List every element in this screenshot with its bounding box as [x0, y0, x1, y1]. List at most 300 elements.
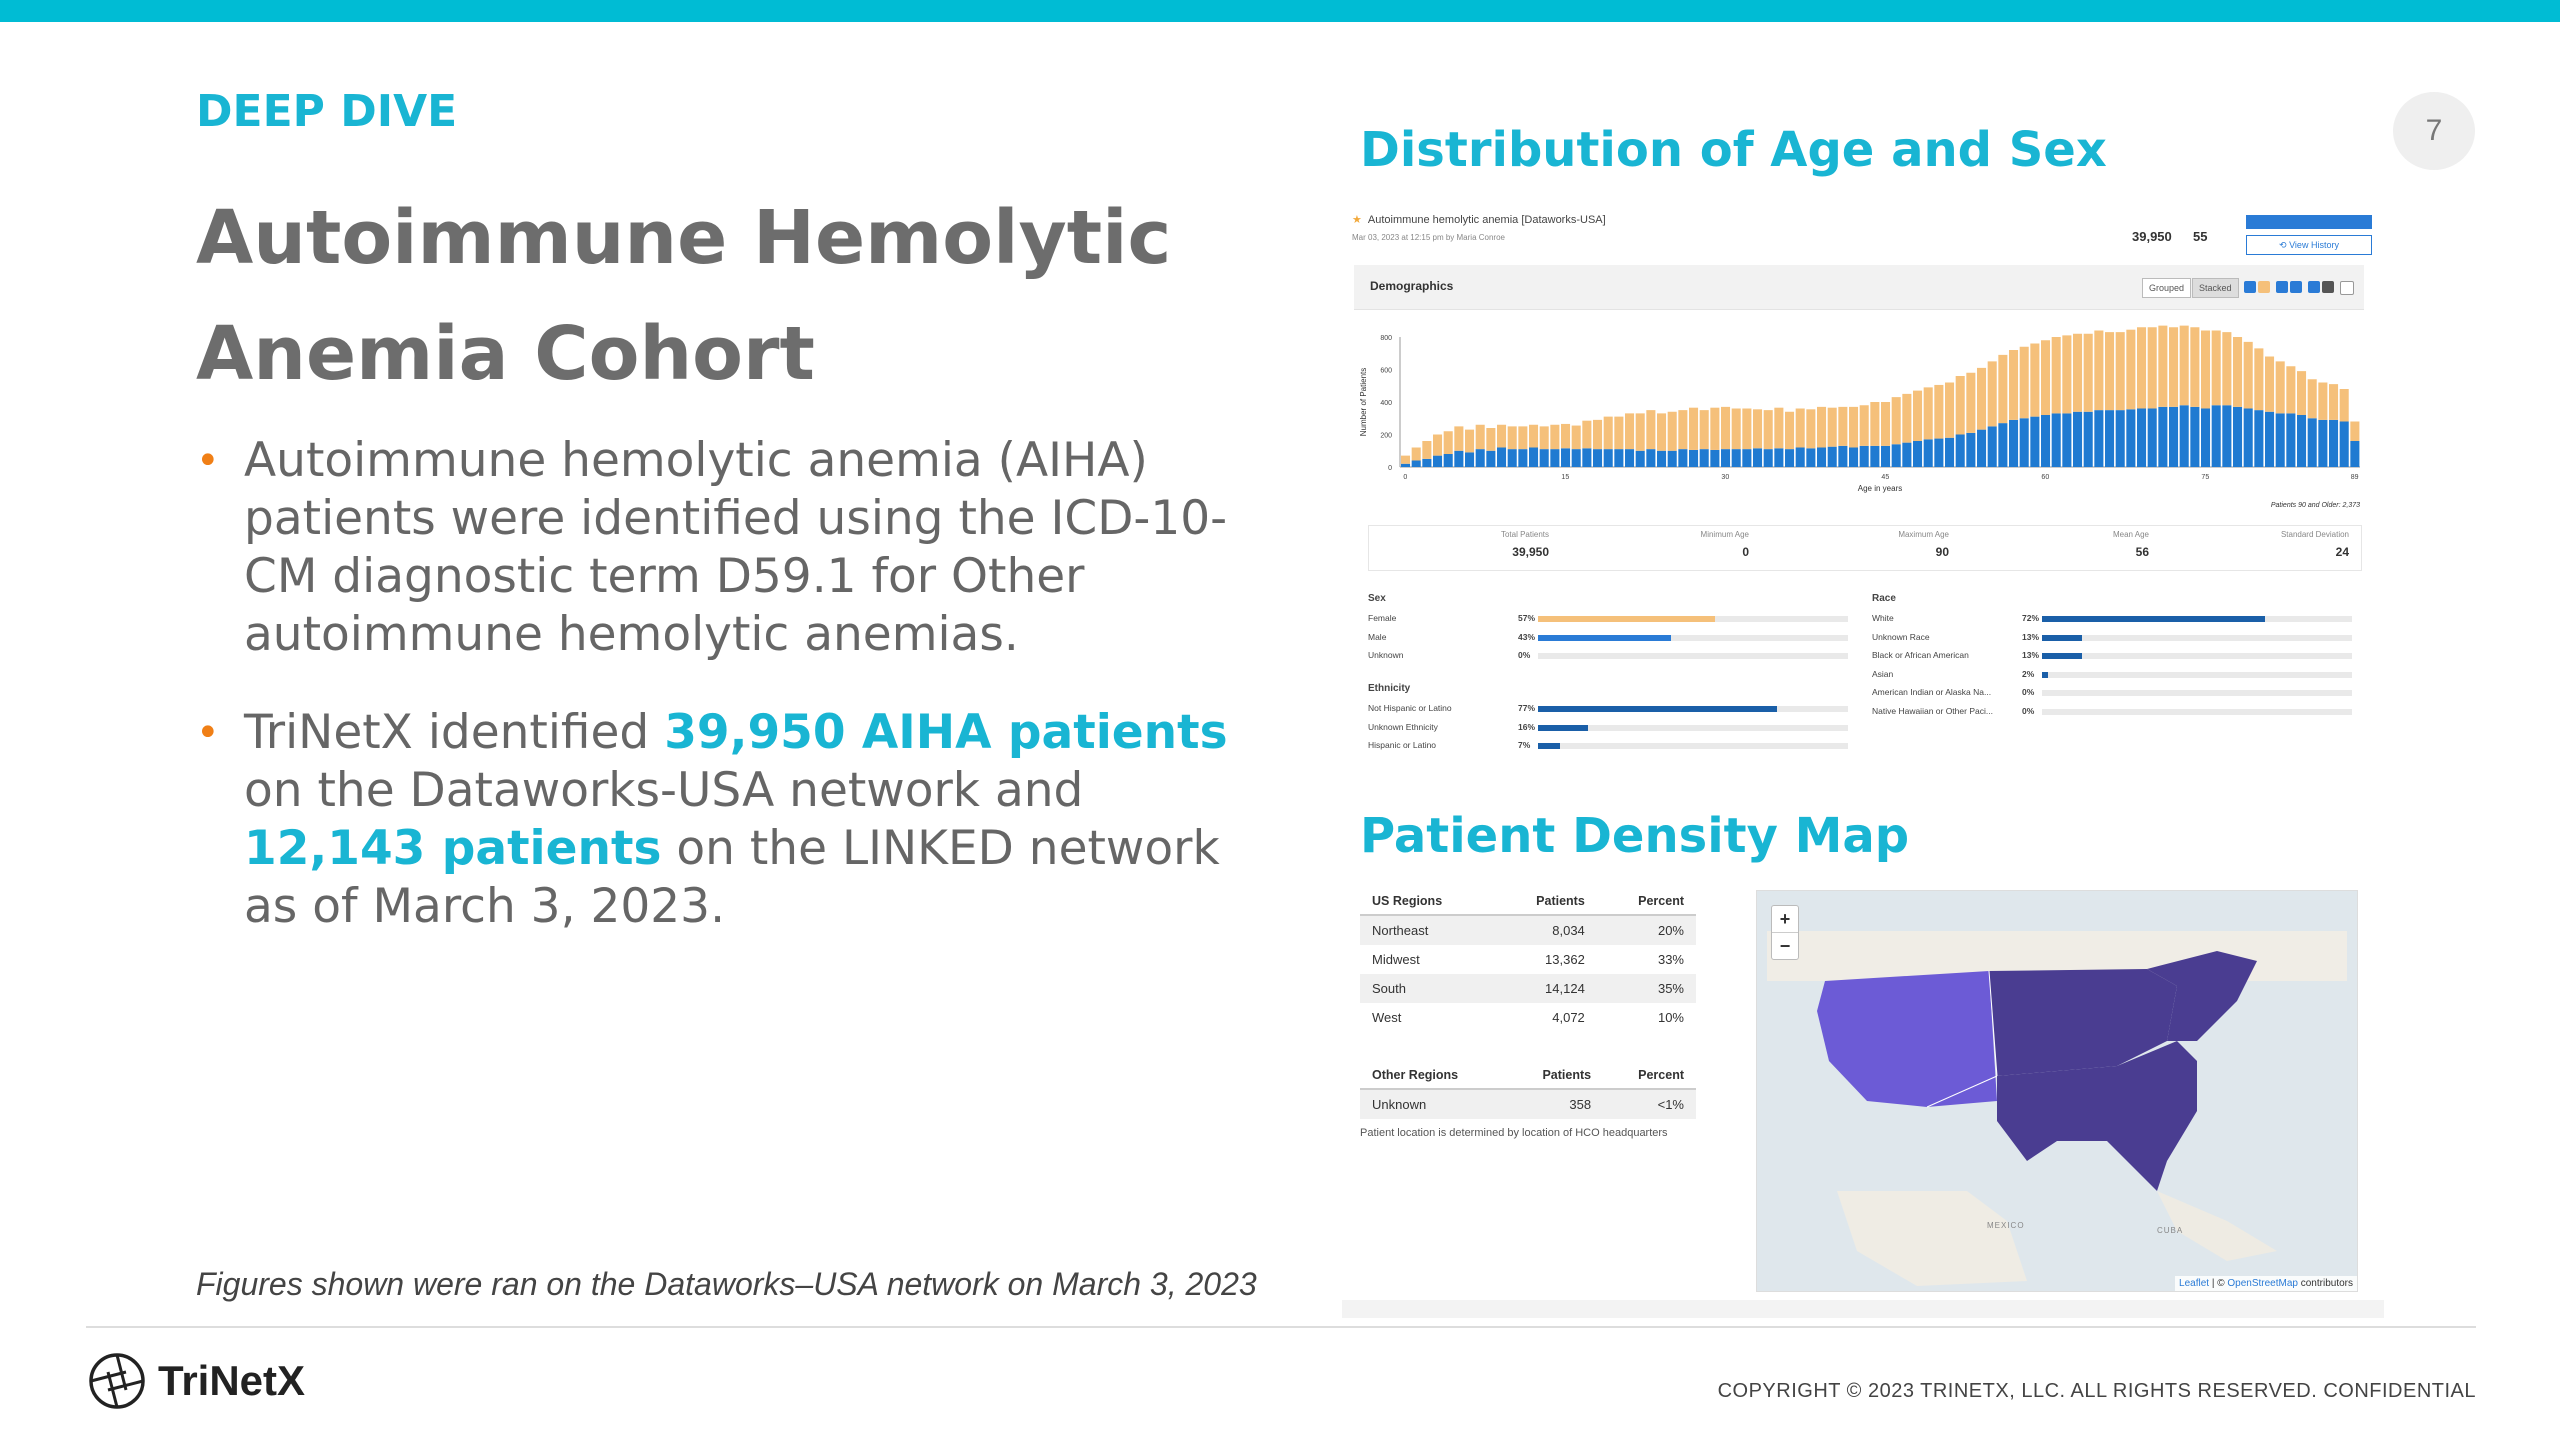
- x-tick-label: 75: [2201, 474, 2210, 481]
- bar-female: [2340, 389, 2349, 422]
- bar-female: [1401, 456, 1410, 464]
- bar-female: [1945, 383, 1954, 438]
- breakdown-label: Unknown Ethnicity: [1368, 721, 1438, 732]
- density-title: Patient Density Map: [1360, 808, 1910, 864]
- breakdown-row: [1368, 737, 1848, 756]
- breakdown-label: Asian: [1872, 668, 1894, 679]
- breakdown-track: [2042, 690, 2352, 696]
- x-tick-label: 30: [1721, 474, 1730, 481]
- bullet-list: [196, 432, 1276, 976]
- stat-max-age: Maximum Age 90: [1898, 530, 1949, 559]
- bar-female: [2084, 334, 2093, 412]
- bar-male: [1753, 448, 1762, 467]
- bar-male: [1892, 444, 1901, 467]
- bar-male: [2297, 415, 2306, 467]
- breakdown-track: [2042, 653, 2352, 659]
- filter-checkbox[interactable]: [2244, 281, 2256, 293]
- bar-male: [1977, 430, 1986, 467]
- bar-male: [1764, 449, 1773, 467]
- bar-female: [1476, 425, 1485, 449]
- bar-female: [2329, 384, 2338, 420]
- bar-male: [1689, 450, 1698, 467]
- bar-male: [1870, 446, 1879, 467]
- bar-female: [2062, 335, 2071, 413]
- bar-female: [1529, 425, 1538, 448]
- breakdown-row: [1872, 666, 2352, 685]
- breakdown-title: Race: [1872, 593, 1896, 604]
- bar-female: [1561, 424, 1570, 448]
- race-breakdown: [1872, 593, 2352, 721]
- cohort-subtitle: Mar 03, 2023 at 12:15 pm by Maria Conroe: [1352, 233, 1505, 242]
- filter-checkbox[interactable]: [2308, 281, 2320, 293]
- footer-divider: [86, 1326, 2476, 1328]
- breakdown-fill: [1538, 635, 1671, 641]
- bar-male: [1486, 451, 1495, 467]
- other-count: 55: [2193, 229, 2208, 244]
- bar-female: [2137, 327, 2146, 408]
- bar-female: [1785, 412, 1794, 449]
- slide-title: Autoimmune Hemolytic Anemia Cohort: [196, 195, 1172, 397]
- bar-female: [2052, 337, 2061, 413]
- breakdown-row: [1368, 719, 1848, 738]
- table-row: Midwest 13,362 33%: [1372, 952, 1684, 967]
- footnote: Figures shown were ran on the Dataworks–USA network on March 3, 2023: [196, 1266, 1257, 1302]
- bar-female: [2020, 347, 2029, 419]
- breakdown-percent: 0%: [2022, 705, 2035, 716]
- stat-mean-age: Mean Age 56: [2112, 530, 2149, 559]
- bar-male: [1454, 451, 1463, 467]
- bar-male: [1401, 464, 1410, 467]
- bar-female: [1689, 408, 1698, 450]
- bar-male: [1668, 451, 1677, 467]
- bar-female: [2126, 330, 2135, 410]
- bar-male: [2062, 413, 2071, 467]
- trinetx-logo: [86, 1350, 305, 1412]
- bar-male: [1817, 448, 1826, 468]
- bar-female: [2009, 350, 2018, 420]
- eye-icon[interactable]: [2340, 281, 2354, 295]
- bar-female: [1934, 385, 1943, 439]
- bar-female: [1902, 394, 1911, 443]
- zoom-in-button[interactable]: +: [1779, 908, 1791, 929]
- bar-male: [1785, 449, 1794, 467]
- bar-female: [1753, 409, 1762, 448]
- breakdown-track: [2042, 616, 2352, 622]
- bar-female: [1849, 407, 1858, 448]
- bullet-text-part: on the Dataworks-USA network and: [244, 763, 1084, 818]
- map-attribution: Leaflet | © OpenStreetMap contributors: [2175, 1276, 2357, 1291]
- breakdown-track: [1538, 635, 1848, 641]
- col-region: Other Regions: [1360, 1062, 1506, 1089]
- bar-male: [1518, 449, 1527, 467]
- location-note: Patient location is determined by location of HCO headquarters: [1360, 1127, 1668, 1139]
- bar-male: [1742, 449, 1751, 467]
- male-checkbox[interactable]: [2290, 281, 2302, 293]
- y-tick-label: 400: [1380, 400, 1392, 407]
- bullet-dot-icon: •: [196, 710, 220, 756]
- bar-female: [1710, 408, 1719, 450]
- bar-male: [2350, 441, 2359, 467]
- breakdown-title: Ethnicity: [1368, 683, 1411, 694]
- breakdown-track: [1538, 725, 1848, 731]
- x-tick-label: 0: [1403, 474, 1408, 481]
- bar-male: [1913, 441, 1922, 467]
- bar-female: [2094, 331, 2103, 411]
- bar-male: [1796, 448, 1805, 468]
- breakdown-percent: 7%: [1518, 740, 1531, 750]
- breakdown-row: [1872, 629, 2352, 648]
- bar-male: [1582, 448, 1591, 467]
- page-number: 7: [2393, 92, 2475, 170]
- trinetx-logo-icon: [86, 1350, 148, 1412]
- stat-total: Total Patients 39,950: [1500, 530, 1549, 559]
- breakdown-label: Hispanic or Latino: [1368, 740, 1437, 750]
- stacked-toggle[interactable]: Stacked: [2192, 278, 2239, 298]
- label-mexico: MEXICO: [1987, 1221, 2025, 1230]
- zoom-out-button[interactable]: −: [1772, 932, 1798, 959]
- bar-male: [2244, 409, 2253, 468]
- bar-female: [1625, 413, 1634, 449]
- breakdown-row: [1872, 703, 2352, 722]
- breakdown-percent: 77%: [1518, 703, 1536, 713]
- bar-female: [2254, 348, 2263, 410]
- x-tick-label: 45: [1881, 474, 1890, 481]
- bar-female: [1444, 431, 1453, 454]
- bar-male: [2222, 405, 2231, 467]
- bar-male: [2137, 409, 2146, 468]
- bar-male: [2158, 407, 2167, 467]
- bullet-text: Autoimmune hemolytic anemia (AIHA) patients were identified using the ICD-10-CM diagnostic term D59.1 for Other autoimmune hemolytic anemias.: [244, 433, 1228, 662]
- panel-shadow: [1342, 1300, 2384, 1318]
- bar-female: [1913, 391, 1922, 441]
- bar-male: [1604, 449, 1613, 467]
- bar-female: [1817, 407, 1826, 448]
- breakdown-percent: 0%: [2022, 687, 2035, 697]
- col-patients: Patients: [1494, 888, 1597, 915]
- y-tick-label: 800: [1380, 335, 1392, 342]
- bar-female: [2073, 334, 2082, 412]
- bar-male: [2308, 418, 2317, 467]
- bar-female: [1956, 376, 1965, 435]
- table-row: Unknown 358 <1%: [1360, 1089, 1696, 1119]
- bar-female: [1604, 417, 1613, 450]
- bar-female: [1988, 361, 1997, 426]
- bar-female: [1550, 425, 1559, 449]
- bar-male: [1806, 448, 1815, 467]
- bar-male: [1465, 452, 1474, 467]
- age-distribution-chart: [1342, 325, 2374, 525]
- x-axis-label: Age in years: [1857, 484, 1903, 493]
- breakdown-label: Unknown Race: [1872, 631, 1930, 642]
- bar-male: [1732, 449, 1741, 467]
- breakdown-label: Native Hawaiian or Other Paci...: [1872, 705, 1993, 716]
- leaflet-link[interactable]: Leaflet: [2179, 1278, 2210, 1289]
- unknown-checkbox[interactable]: [2322, 281, 2334, 293]
- bar-male: [2073, 412, 2082, 467]
- highlight-patients: 39,950 AIHA patients: [664, 705, 1228, 760]
- bar-female: [2116, 332, 2125, 410]
- breakdown-label: American Indian or Alaska Na...: [1872, 687, 1992, 697]
- bar-male: [2286, 413, 2295, 467]
- bar-female: [1646, 410, 1655, 449]
- bar-male: [2276, 413, 2285, 467]
- bar-male: [1646, 449, 1655, 467]
- bar-male: [2116, 410, 2125, 467]
- breakdown-row: [1872, 647, 2352, 666]
- bar-female: [1540, 426, 1549, 449]
- bar-female: [2233, 337, 2242, 407]
- table-row: West 4,072 10%: [1372, 1010, 1684, 1025]
- sex-breakdown: [1368, 593, 1848, 666]
- bar-female: [2180, 326, 2189, 406]
- bar-male: [2254, 410, 2263, 467]
- bar-female: [1518, 426, 1527, 449]
- y-tick-label: 0: [1388, 465, 1392, 472]
- primary-button[interactable]: [2246, 215, 2372, 229]
- demographics-header: [1354, 265, 2364, 310]
- bar-female: [2308, 379, 2317, 418]
- bar-female: [1582, 421, 1591, 449]
- bar-male: [2265, 412, 2274, 467]
- breakdown-label: Male: [1368, 631, 1387, 642]
- x-tick-label: 60: [2041, 474, 2050, 481]
- x-tick-label: 89: [2350, 474, 2359, 481]
- female-checkbox[interactable]: [2258, 281, 2270, 293]
- bar-female: [1636, 413, 1645, 450]
- breakdown-track: [1538, 653, 1848, 659]
- patient-count: 39,950: [2132, 229, 2172, 244]
- bar-male: [1838, 446, 1847, 467]
- breakdown-fill: [1538, 743, 1560, 749]
- breakdown-fill: [1538, 706, 1777, 712]
- demographics-label: Demographics: [1370, 279, 1454, 293]
- col-percent: Percent: [1603, 1062, 1696, 1089]
- history-icon: ⟲: [2279, 239, 2290, 250]
- bar-female: [1966, 373, 1975, 433]
- breakdown-track: [2042, 635, 2352, 641]
- bar-female: [1860, 405, 1869, 446]
- bar-male: [2030, 417, 2039, 467]
- bar-female: [1657, 413, 1666, 450]
- zoom-control[interactable]: [1771, 905, 1799, 960]
- bar-female: [1870, 402, 1879, 446]
- breakdown-track: [2042, 672, 2352, 678]
- bar-male: [2126, 409, 2135, 467]
- bar-female: [1732, 409, 1741, 450]
- breakdown-fill: [2042, 616, 2265, 622]
- bar-male: [2041, 415, 2050, 467]
- bar-male: [1902, 443, 1911, 467]
- bar-female: [1433, 435, 1442, 456]
- bar-female: [2222, 332, 2231, 405]
- bar-male: [1412, 461, 1421, 468]
- star-icon[interactable]: ★: [1352, 214, 1362, 226]
- bar-female: [2201, 331, 2210, 409]
- bullet-item: [196, 704, 1276, 936]
- bar-male: [1433, 456, 1442, 467]
- bar-male: [1710, 450, 1719, 467]
- bar-male: [2212, 405, 2221, 467]
- bar-female: [2105, 332, 2114, 410]
- bullet-dot-icon: •: [196, 438, 220, 484]
- bar-male: [2190, 407, 2199, 467]
- bar-male: [2094, 410, 2103, 467]
- bar-male: [1828, 447, 1837, 467]
- breakdown-label: Unknown: [1368, 650, 1404, 660]
- bar-male: [1956, 435, 1965, 468]
- map-canvas[interactable]: [1757, 891, 2357, 1291]
- breakdown-fill: [1538, 725, 1588, 731]
- bar-male: [1422, 459, 1431, 467]
- bar-male: [1497, 448, 1506, 468]
- bar-male: [1508, 449, 1517, 467]
- bar-female: [2030, 344, 2039, 417]
- bar-female: [1796, 409, 1805, 448]
- bar-male: [1988, 426, 1997, 467]
- breakdown-fill: [2042, 672, 2048, 678]
- breakdown-track: [1538, 616, 1848, 622]
- bar-male: [1636, 451, 1645, 467]
- breakdown-percent: 13%: [2022, 631, 2040, 642]
- bar-male: [1924, 439, 1933, 467]
- filter-checkbox[interactable]: [2276, 281, 2288, 293]
- bar-male: [2201, 409, 2210, 468]
- bar-female: [1508, 426, 1517, 449]
- breakdown-label: Black or African American: [1872, 650, 1969, 660]
- bar-male: [1774, 448, 1783, 467]
- breakdown-row: [1872, 684, 2352, 703]
- bullet-text-part: on the LINKED network as of March 3, 2023.: [244, 821, 1220, 934]
- breakdown-track: [1538, 743, 1848, 749]
- bar-female: [1412, 448, 1421, 461]
- bar-male: [2052, 413, 2061, 467]
- col-percent: Percent: [1597, 888, 1696, 915]
- regions-table: [1360, 888, 1696, 1139]
- col-region: US Regions: [1360, 888, 1494, 915]
- bar-male: [1529, 448, 1538, 468]
- breakdown-label: Female: [1368, 613, 1397, 623]
- view-history-button[interactable]: ⟲ View History: [2246, 235, 2372, 255]
- grouped-toggle[interactable]: Grouped: [2142, 278, 2191, 298]
- bar-female: [1572, 426, 1581, 450]
- copyright: COPYRIGHT © 2023 TRINETX, LLC. ALL RIGHTS RESERVED. CONFIDENTIAL: [1717, 1380, 2476, 1402]
- y-axis-label: Number of Patients: [1359, 367, 1368, 437]
- breakdown-label: White: [1872, 613, 1894, 623]
- bar-female: [2276, 361, 2285, 413]
- cohort-title: ★ Autoimmune hemolytic anemia [Dataworks-USA]: [1352, 214, 1606, 226]
- bar-female: [1721, 407, 1730, 449]
- bar-female: [1486, 428, 1495, 451]
- bar-male: [1572, 449, 1581, 467]
- breakdown-label: Not Hispanic or Latino: [1368, 703, 1452, 713]
- bar-male: [2329, 420, 2338, 467]
- bar-female: [1422, 441, 1431, 459]
- bar-male: [1966, 433, 1975, 467]
- stats-row: [1368, 525, 2362, 571]
- bar-male: [1550, 449, 1559, 467]
- breakdown-percent: 16%: [1518, 721, 1536, 732]
- bar-female: [1828, 408, 1837, 447]
- bar-male: [1625, 449, 1634, 467]
- x-tick-label: 15: [1561, 474, 1570, 481]
- bar-female: [1678, 410, 1687, 449]
- bar-female: [2265, 357, 2274, 412]
- bar-female: [2148, 327, 2157, 408]
- bar-male: [2009, 420, 2018, 467]
- bar-female: [1593, 420, 1602, 449]
- breakdown-row: [1368, 647, 1848, 666]
- breakdown-fill: [1538, 616, 1715, 622]
- bar-female: [2169, 327, 2178, 407]
- osm-link[interactable]: OpenStreetMap: [2227, 1278, 2298, 1289]
- bar-male: [2105, 410, 2114, 467]
- density-map[interactable]: [1756, 890, 2358, 1292]
- breakdown-row: [1872, 610, 2352, 629]
- bar-male: [1444, 454, 1453, 467]
- breakdown-track: [1538, 706, 1848, 712]
- bar-male: [1881, 446, 1890, 467]
- bar-female: [2297, 371, 2306, 415]
- breakdown-percent: 57%: [1518, 613, 1536, 623]
- bar-female: [1892, 397, 1901, 444]
- table-row: South 14,124 35%: [1360, 974, 1696, 1003]
- bar-female: [1977, 368, 1986, 430]
- bar-male: [1476, 449, 1485, 467]
- breakdown-row: [1368, 610, 1848, 629]
- bar-male: [1945, 438, 1954, 467]
- bar-male: [1721, 449, 1730, 467]
- bar-female: [1764, 410, 1773, 449]
- older-patients-note: Patients 90 and Older: 2,373: [2270, 502, 2360, 509]
- bar-male: [1678, 449, 1687, 467]
- bar-male: [1657, 451, 1666, 467]
- breakdown-fill: [2042, 635, 2082, 641]
- bar-male: [1561, 448, 1570, 467]
- label-cuba: CUBA: [2157, 1226, 2184, 1235]
- bar-male: [2148, 409, 2157, 468]
- table-row: Northeast 8,034 20%: [1360, 915, 1696, 945]
- breakdown-percent: 0%: [1518, 650, 1531, 660]
- breakdown-title: Sex: [1368, 593, 1386, 604]
- bar-female: [1774, 408, 1783, 449]
- breakdown-row: [1368, 629, 1848, 648]
- breakdown-fill: [2042, 653, 2082, 659]
- ethnicity-breakdown: [1368, 683, 1848, 756]
- bar-male: [2318, 420, 2327, 467]
- age-sex-title: Distribution of Age and Sex: [1360, 122, 2107, 178]
- bar-male: [1700, 449, 1709, 467]
- bar-male: [1540, 449, 1549, 467]
- breakdown-track: [2042, 709, 2352, 715]
- bar-female: [2244, 342, 2253, 409]
- bar-male: [2340, 422, 2349, 468]
- logo-text: TriNetX: [158, 1357, 306, 1404]
- col-patients: Patients: [1506, 1062, 1603, 1089]
- bar-male: [2180, 405, 2189, 467]
- bar-female: [1668, 412, 1677, 451]
- top-accent-bar: [0, 0, 2560, 22]
- breakdown-percent: 13%: [2022, 650, 2040, 660]
- bar-female: [1465, 430, 1474, 453]
- stat-min-age: Minimum Age 0: [1700, 530, 1749, 559]
- bar-male: [2084, 412, 2093, 467]
- bar-female: [1998, 355, 2007, 423]
- bar-male: [2020, 418, 2029, 467]
- bar-female: [2041, 340, 2050, 415]
- bar-male: [1998, 423, 2007, 467]
- bar-male: [1849, 448, 1858, 468]
- bar-female: [1838, 407, 1847, 446]
